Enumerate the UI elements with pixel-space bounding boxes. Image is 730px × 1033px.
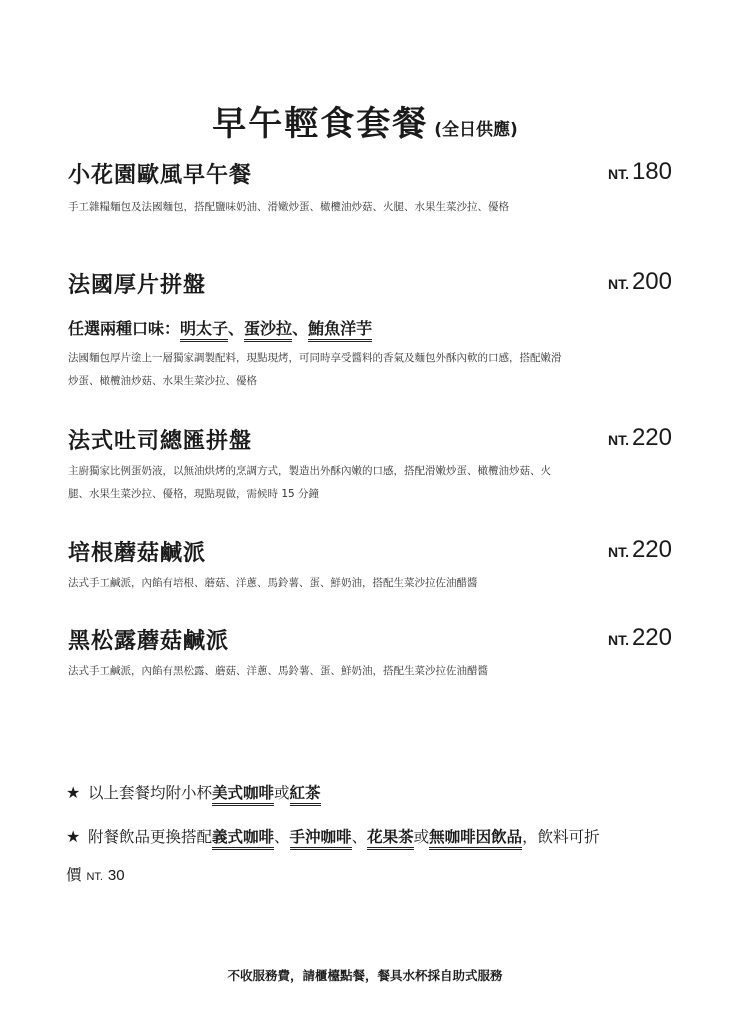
item-price <box>608 268 672 296</box>
note-drink-included <box>66 778 666 808</box>
item-name: 法國厚片拼盤 <box>68 273 207 298</box>
drink-option: 義式咖啡 <box>212 828 274 850</box>
item-description: 手工雜糧麵包及法國麵包，搭配鹽味奶油、滑嫩炒蛋、橄欖油炒菇、火腿、水果生菜沙拉、優格 <box>68 201 509 213</box>
flavor-option: 明太子 <box>180 319 228 342</box>
menu-item <box>68 158 672 219</box>
price-currency: NT. <box>607 544 629 560</box>
note-text: 價 <box>66 866 82 884</box>
price-value: 220 <box>631 536 672 563</box>
price-currency: NT. <box>607 432 629 448</box>
price-value: 220 <box>631 624 672 651</box>
flavor-option: 鮪魚洋芋 <box>308 319 372 342</box>
menu-item <box>68 536 672 595</box>
drink-option: 花果茶 <box>367 828 414 850</box>
notes <box>66 778 666 906</box>
note-text: ，飲料可折 <box>522 828 600 846</box>
discount-currency: NT. <box>86 871 103 883</box>
star-icon: ★ <box>66 783 81 802</box>
menu-item <box>68 424 672 506</box>
price-value: 180 <box>631 158 672 185</box>
price-value: 200 <box>631 268 672 295</box>
note-text: 以上套餐均附小杯 <box>88 784 213 802</box>
price-value: 220 <box>631 424 672 451</box>
page-subtitle: (全日供應) <box>434 120 518 140</box>
flavor-options <box>68 316 672 339</box>
flavor-label: 任選兩種口味： <box>68 319 181 338</box>
menu-item <box>68 268 672 393</box>
flavor-separator: 、 <box>292 319 309 338</box>
star-icon: ★ <box>66 827 81 846</box>
discount-line <box>66 860 666 892</box>
item-description: 主廚獨家比例蛋奶液，以無油烘烤的烹調方式，製造出外酥內嫩的口感，搭配滑嫩炒蛋、橄欖油炒菇、火腿、水果生菜沙拉、優格，現點現做，需候時 15 分鐘 <box>68 465 551 500</box>
drink-option: 紅茶 <box>290 784 321 806</box>
flavor-separator: 、 <box>228 319 245 338</box>
drink-option: 手沖咖啡 <box>290 828 352 850</box>
footer-note: 不收服務費，請櫃檯點餐，餐具水杯採自助式服務 <box>227 968 503 983</box>
drink-option: 美式咖啡 <box>212 784 274 806</box>
price-currency: NT. <box>607 276 629 292</box>
flavor-option: 蛋沙拉 <box>244 319 292 342</box>
price-currency: NT. <box>607 632 629 648</box>
note-text: 附餐飲品更換搭配 <box>88 828 213 846</box>
discount-amount: 30 <box>107 867 125 884</box>
item-price <box>608 536 672 564</box>
note-drink-upgrade <box>66 822 666 892</box>
menu-item <box>68 624 672 683</box>
menu-title <box>0 96 730 145</box>
item-description: 法式手工鹹派，內餡有培根、蘑菇、洋蔥、馬鈴薯、蛋、鮮奶油，搭配生菜沙拉佐油醋醬 <box>68 577 478 589</box>
item-name: 法式吐司總匯拼盤 <box>68 429 253 454</box>
note-joiner: 或 <box>413 828 430 846</box>
item-price <box>608 158 672 186</box>
price-currency: NT. <box>607 166 629 182</box>
item-price <box>608 624 672 652</box>
note-separator: 、 <box>351 828 368 846</box>
item-description: 法國麵包厚片塗上一層獨家調製配料，現點現烤，可同時享受醬料的香氣及麵包外酥內軟的口感，搭配嫩滑炒蛋、橄欖油炒菇、水果生菜沙拉、優格 <box>68 352 562 387</box>
page-title: 早午輕食套餐 <box>212 104 429 144</box>
item-name: 黑松露蘑菇鹹派 <box>68 629 230 654</box>
drink-option: 無咖啡因飲品 <box>429 828 522 850</box>
item-name: 培根蘑菇鹹派 <box>68 541 207 566</box>
note-separator: 、 <box>274 828 290 846</box>
item-description: 法式手工鹹派，內餡有黑松露、蘑菇、洋蔥、馬鈴薯、蛋、鮮奶油，搭配生菜沙拉佐油醋醬 <box>68 665 488 677</box>
item-price <box>608 424 672 452</box>
note-joiner: 或 <box>274 784 290 802</box>
item-name: 小花園歐風早午餐 <box>68 163 253 188</box>
